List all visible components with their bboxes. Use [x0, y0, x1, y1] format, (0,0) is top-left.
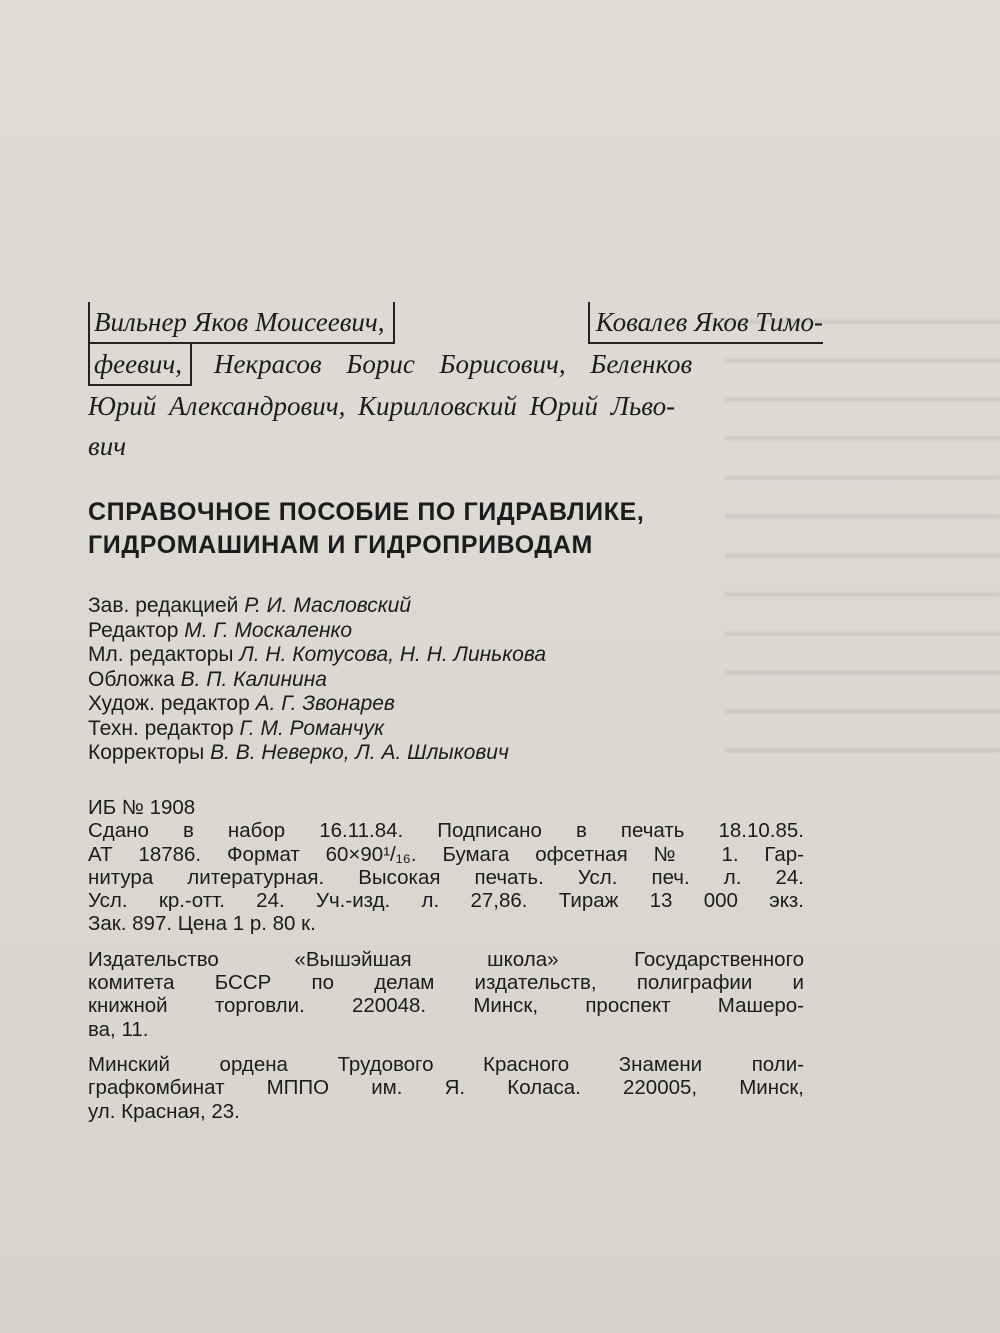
title-line: СПРАВОЧНОЕ ПОСОБИЕ ПО ГИДРАВЛИКЕ, — [88, 498, 645, 526]
ib-number: ИБ № 1908 — [88, 796, 196, 819]
credit-row — [88, 741, 808, 766]
credit-role: Худож. редактор — [88, 692, 250, 715]
printer-line: графкомбинат МППО им. Я. Коласа. 220005, Минск, — [88, 1076, 804, 1100]
printer-line: Минский ордена Трудового Красного Знамени поли- — [88, 1052, 804, 1076]
publisher-line: ва, 11. — [88, 1017, 149, 1041]
credit-role: Мл. редакторы — [88, 643, 234, 666]
credit-name: Р. И. Масловский — [244, 594, 412, 617]
credit-row — [88, 594, 808, 619]
imprint-line: Сдано в набор 16.11.84. Подписано в печать 18.10.85. — [88, 819, 804, 843]
authors-text: Юрий Александрович, Кирилловский Юрий Льво- — [88, 391, 676, 421]
credit-row — [88, 717, 808, 742]
credit-row — [88, 668, 808, 693]
authors-line-3 — [88, 386, 823, 426]
authors-line-1 — [88, 302, 823, 344]
credits-list — [88, 594, 808, 766]
authors-text: Некрасов Борис Борисович, Беленков — [214, 349, 693, 379]
title-line: ГИДРОМАШИНАМ И ГИДРОПРИВОДАМ — [88, 531, 593, 559]
publisher-line: комитета БССР по делам издательств, полиграфии и — [88, 971, 804, 995]
credit-row — [88, 643, 808, 668]
credit-name: А. Г. Звонарев — [255, 692, 395, 715]
imprint-line: нитура литературная. Высокая печать. Усл. печ. л. 24. — [88, 865, 804, 889]
imprint-line: Усл. кр.-отт. 24. Уч.-изд. л. 27,86. Тираж 13 000 экз. — [88, 889, 804, 913]
publisher-line: книжной торговли. 220048. Минск, проспект Машеро- — [88, 994, 804, 1018]
credit-name: В. В. Неверко, Л. А. Шлыкович — [210, 741, 509, 764]
author-name-boxed: Вильнер Яков Моисеевич, — [88, 302, 395, 344]
book-title — [88, 496, 828, 562]
authors-line-4 — [88, 426, 823, 466]
credit-row — [88, 692, 808, 717]
authors-line-2 — [88, 344, 823, 386]
credit-row — [88, 619, 808, 644]
authors-block — [88, 302, 823, 466]
imprint-line: Зак. 897. Цена 1 р. 80 к. — [88, 912, 316, 936]
credit-name: Л. Н. Котусова, Н. Н. Линькова — [239, 643, 546, 666]
credit-name: Г. М. Романчук — [239, 716, 385, 740]
printer-line: ул. Красная, 23. — [88, 1099, 240, 1123]
credit-name: М. Г. Москаленко — [184, 618, 353, 642]
authors-text: вич — [88, 431, 127, 461]
credit-role: Корректоры — [88, 741, 205, 764]
credit-role: Техн. редактор — [88, 716, 234, 740]
credit-role: Обложка — [88, 667, 175, 691]
imprint-block — [88, 796, 804, 1123]
credit-role: Зав. редакцией — [88, 594, 239, 617]
author-name-boxed: феевич, — [88, 344, 192, 386]
publisher-line: Издательство «Вышэйшая школа» Государственного — [88, 947, 804, 971]
author-name-boxed: Ковалев Яков Тимо- — [588, 302, 823, 344]
credit-name: В. П. Калинина — [180, 667, 327, 691]
imprint-line: АТ 18786. Формат 60×90¹/₁₆. Бумага офсетная № 1. Гар- — [88, 842, 804, 866]
credit-role: Редактор — [88, 618, 179, 642]
